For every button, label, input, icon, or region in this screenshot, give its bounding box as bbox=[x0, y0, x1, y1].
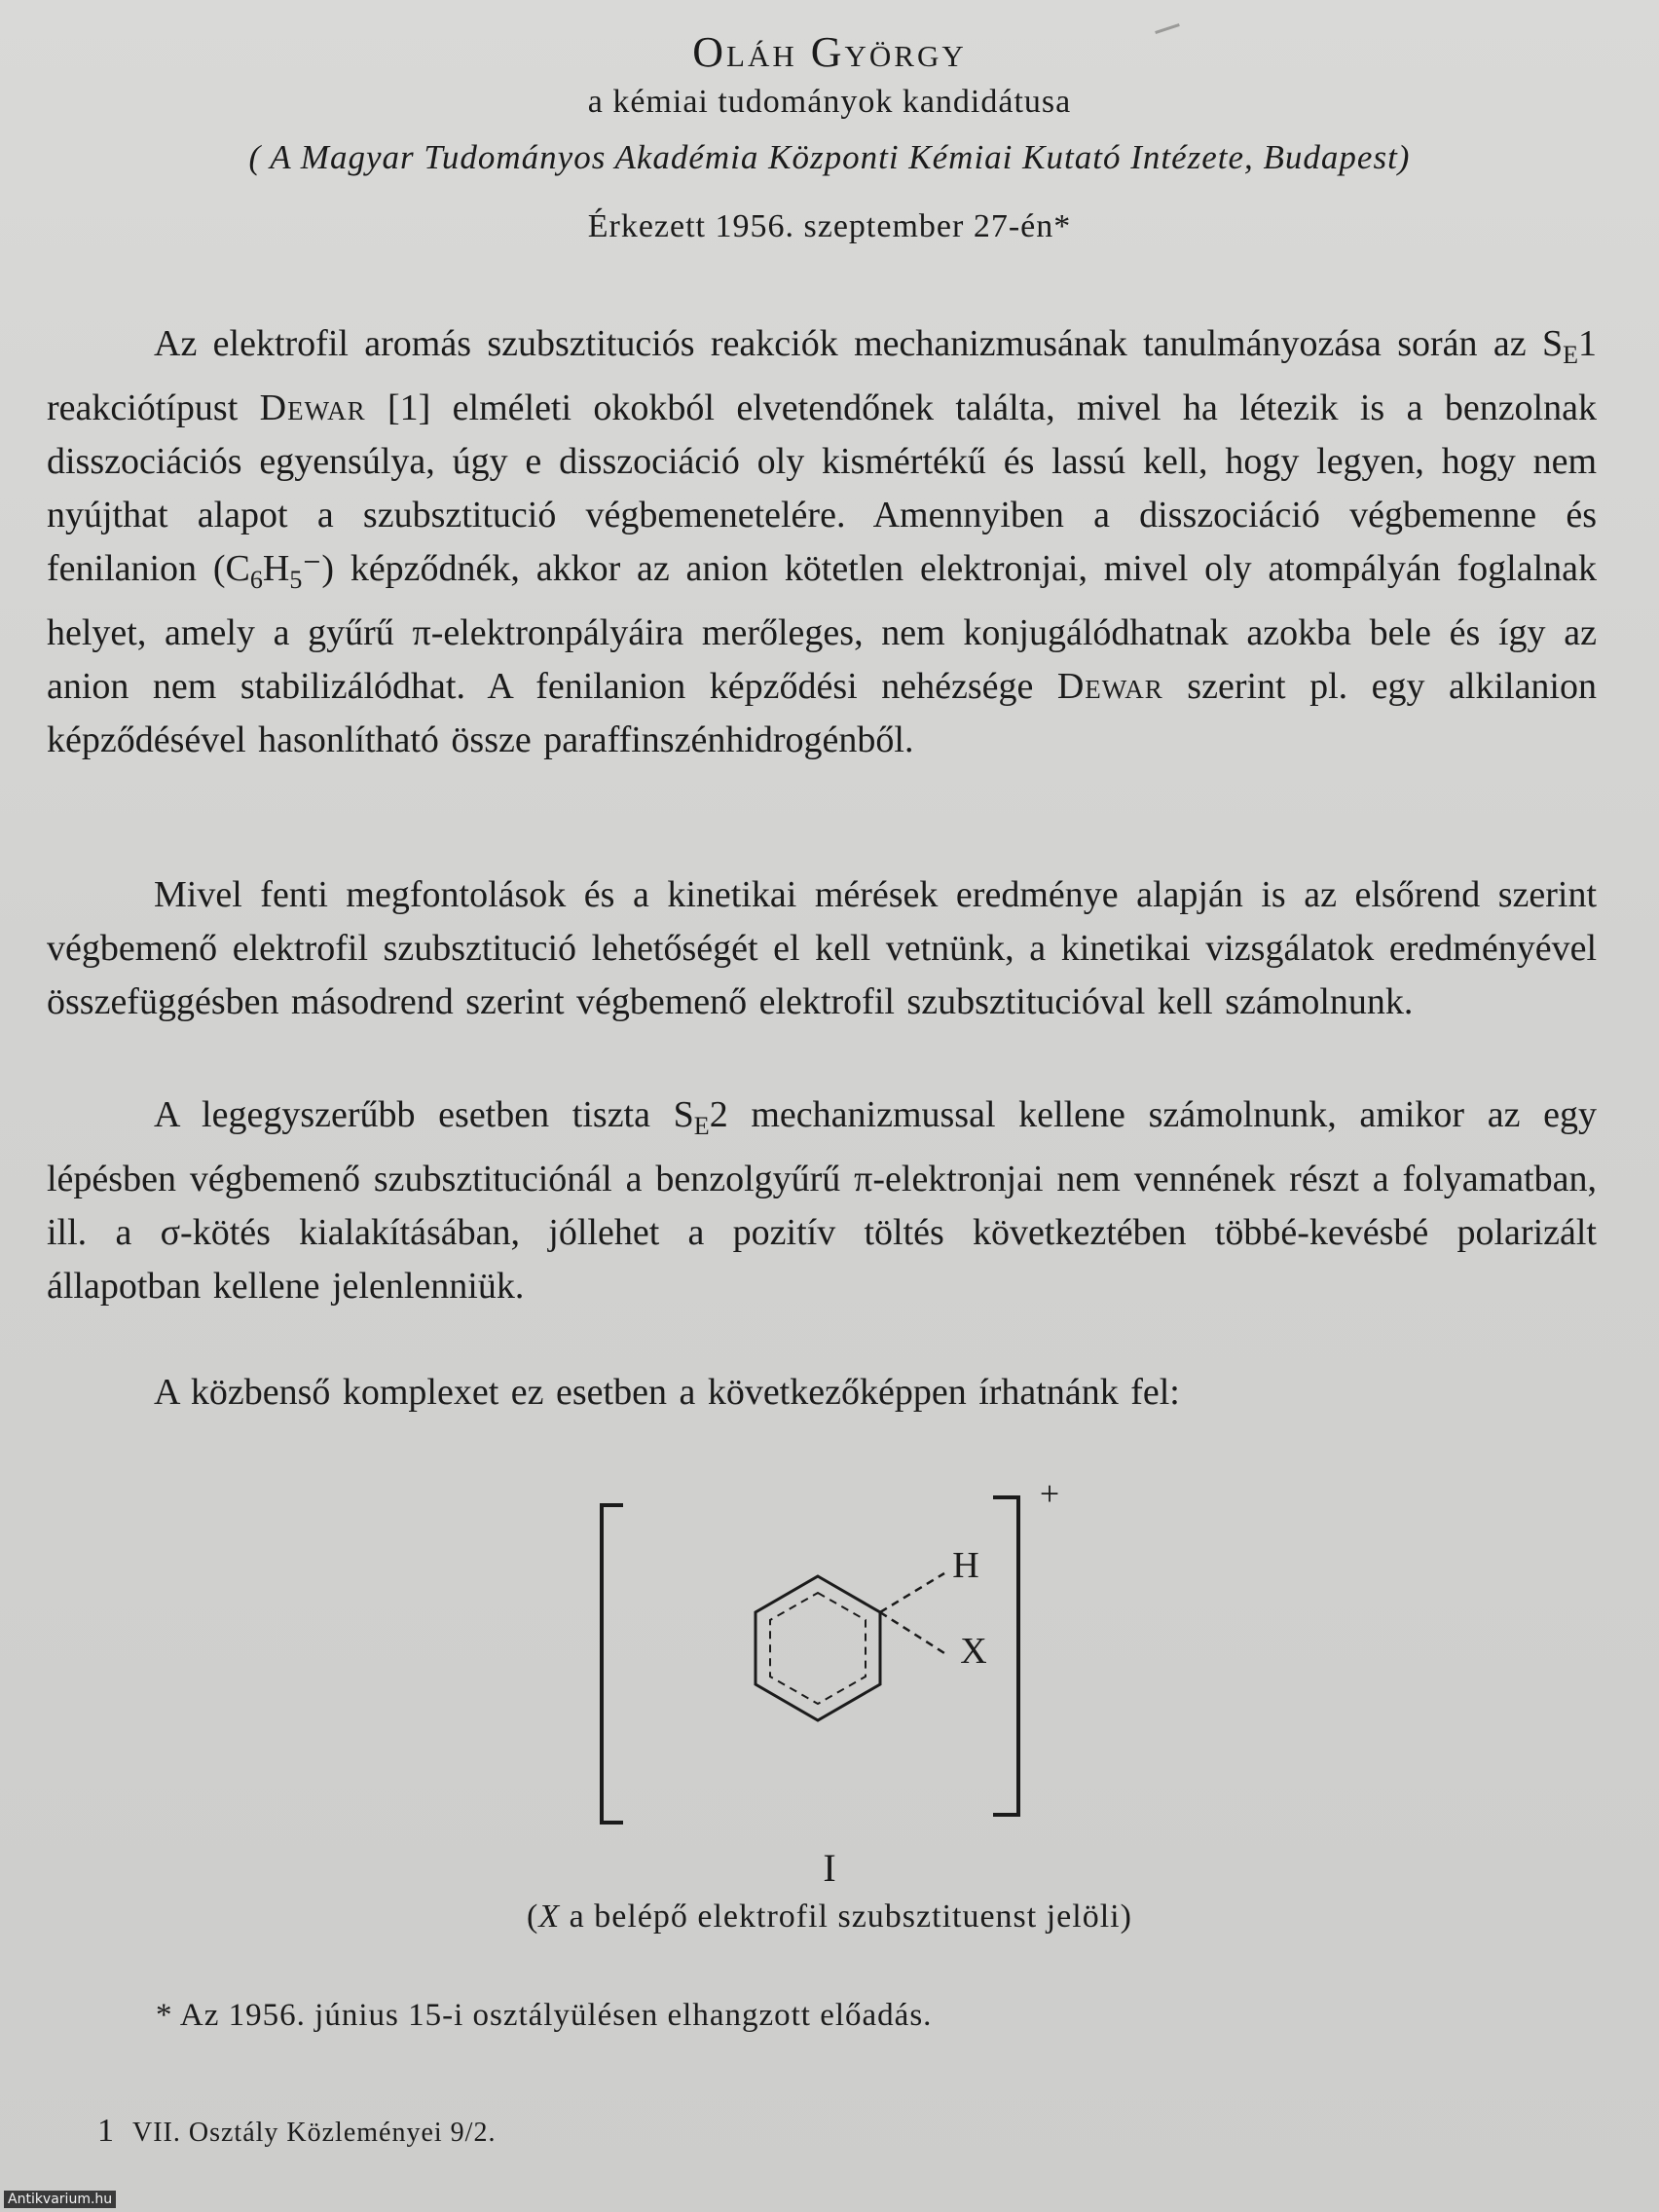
p4-text: A közbenső komplexet ez esetben a következőképpen írhatnánk fel: bbox=[154, 1372, 1180, 1413]
paragraph-3 bbox=[47, 1088, 1597, 1313]
p1-text-a: Az elektrofil aromás szubsztituciós reakciók mechanizmusának tanulmányozása során az S bbox=[154, 323, 1564, 364]
left-bracket bbox=[602, 1505, 623, 1823]
paragraph-2 bbox=[47, 868, 1597, 1029]
author-name: Oláh György bbox=[692, 28, 967, 76]
received-date: Érkezett 1956. szeptember 27-én* bbox=[587, 208, 1072, 244]
institution: ( A Magyar Tudományos Akadémia Központi Kémiai Kutató Intézete, Budapest) bbox=[248, 138, 1411, 176]
page-footer bbox=[97, 2113, 496, 2150]
author-ref-dewar-2: Dewar bbox=[1056, 666, 1163, 707]
delocalized-ring-icon bbox=[770, 1593, 866, 1704]
atom-x: X bbox=[960, 1631, 987, 1672]
watermark: Antikvarium.hu bbox=[4, 2191, 116, 2208]
sigma-complex-structure bbox=[584, 1470, 1090, 1850]
caption-text: a belépő elektrofil szubsztituenst jelöli) bbox=[560, 1899, 1132, 1935]
p1-sub-6: 6 bbox=[249, 566, 263, 594]
footnote: * Az 1956. június 15-i osztályülésen elhangzott előadás. bbox=[156, 1998, 933, 2033]
positive-charge: + bbox=[1039, 1474, 1060, 1513]
p1-text-e: ⁻) képződnék, akkor az anion kötetlen elektronjai, mivel oly atompályán foglalnak helyet, amely a gyűrű π-elektronpályáira merőleges, nem konjugálódhatnak azokba bele és így az anion nem stabilizálódhat. A fenilanion képződési nehézsége bbox=[47, 548, 1597, 707]
bond-to-h bbox=[880, 1573, 944, 1612]
bond-to-x bbox=[880, 1612, 944, 1653]
p1-sub-5: 5 bbox=[289, 566, 303, 594]
benzene-ring-icon bbox=[756, 1576, 880, 1720]
journal-info: VII. Osztály Közleményei 9/2. bbox=[132, 2118, 497, 2148]
p1-text-b: 1 reakciótípust bbox=[47, 323, 1597, 428]
p1-text-d: H bbox=[262, 548, 290, 589]
author-degree: a kémiai tudományok kandidátusa bbox=[587, 84, 1072, 120]
caption-open: ( bbox=[527, 1899, 539, 1935]
p3-sub-e: E bbox=[693, 1112, 710, 1140]
right-bracket bbox=[993, 1497, 1018, 1815]
page-number: 1 bbox=[97, 2113, 115, 2149]
figure-caption bbox=[0, 1899, 1659, 1936]
p1-sub-e: E bbox=[1563, 341, 1578, 369]
figure-label: I bbox=[823, 1846, 836, 1890]
paragraph-4 bbox=[47, 1366, 1597, 1419]
p3-text-a: A legegyszerűbb esetben tiszta S bbox=[154, 1094, 694, 1135]
caption-variable: X bbox=[538, 1899, 561, 1935]
author-ref-dewar: Dewar bbox=[259, 387, 366, 428]
atom-h: H bbox=[952, 1545, 979, 1586]
paragraph-1 bbox=[47, 317, 1597, 767]
p1-text-f: szerint pl. egy alkilanion képződésével hasonlítható össze paraffinszénhidrogénből. bbox=[47, 666, 1597, 760]
p1-text-c: [1] elméleti okokból elvetendőnek találta, mivel ha létezik is a benzolnak disszociációs egyensúlya, úgy e disszociáció oly kismértékű és lassú kell, hogy legyen, hogy nem nyújthat alapot a szubsztitució végbemenetelére. Amennyiben a disszociáció végbemenne és fenilanion (C bbox=[47, 387, 1597, 589]
p2-text: Mivel fenti megfontolások és a kinetikai mérések eredménye alapján is az elsőrend szerint végbemenő elektrofil szubsztitució lehetőségét el kell vetnünk, a kinetikai vizsgálatok eredményével összefüggésben másodrend szerint végbemenő elektrofil szubsztitucióval kell számolnunk. bbox=[47, 874, 1597, 1022]
p3-text-b: 2 mechanizmussal kellene számolnunk, amikor az egy lépésben végbemenő szubsztituciónál a benzolgyűrű π-elektronjai nem vennének részt a folyamatban, ill. a σ-kötés kialakításában, jóllehet a pozitív töltés következtében többé-kevésbé polarizált állapotban kellene jelenlenniük. bbox=[47, 1094, 1597, 1307]
